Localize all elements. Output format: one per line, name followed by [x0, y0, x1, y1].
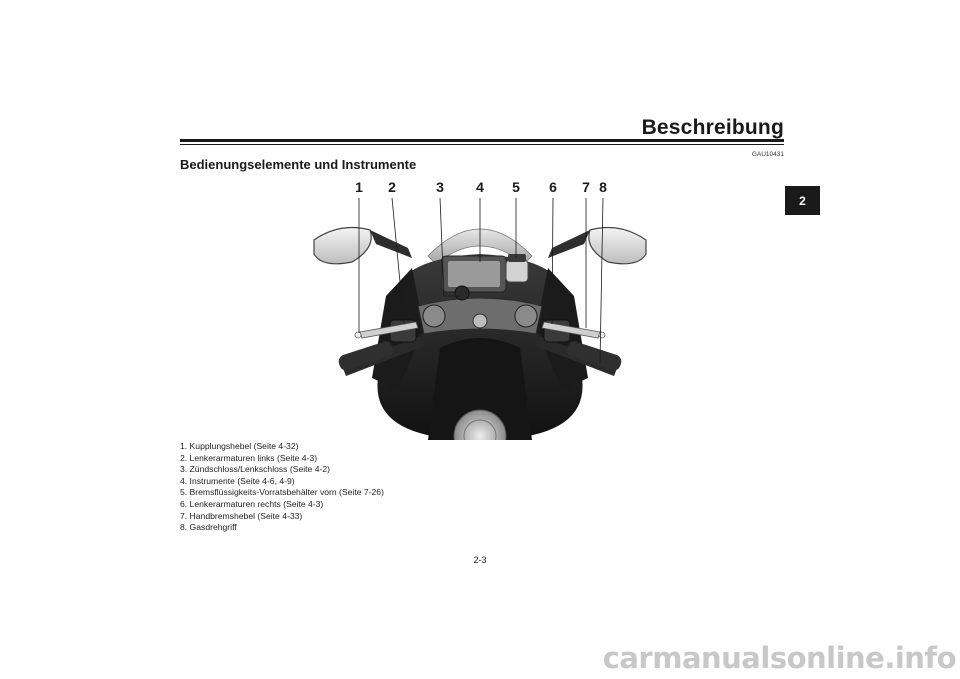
- legend-item: 6. Lenkerarmaturen rechts (Seite 4-3): [180, 498, 324, 509]
- legend-item: 8. Gasdrehgriff: [180, 522, 237, 533]
- right-mirror: [589, 228, 646, 264]
- callout-2: 2: [388, 179, 396, 195]
- ignition-switch: [455, 286, 469, 300]
- callout-3: 3: [436, 179, 444, 195]
- page-number: 2-3: [473, 555, 487, 565]
- page-header-title: Beschreibung: [641, 116, 784, 139]
- section-code: GAU10431: [751, 151, 784, 158]
- header-rule-thin: [180, 144, 784, 145]
- legend-item: 3. Zündschloss/Lenkschloss (Seite 4-2): [180, 464, 330, 475]
- legend-item: 7. Handbremshebel (Seite 4-33): [180, 510, 303, 521]
- header-rule: [180, 139, 784, 142]
- legend-item: 2. Lenkerarmaturen links (Seite 4-3): [180, 452, 318, 463]
- legend-item: 4. Instrumente (Seite 4-6, 4-9): [180, 475, 295, 486]
- steering-nut: [473, 314, 487, 328]
- brake-reservoir: [506, 260, 528, 282]
- chapter-tab[interactable]: 2: [785, 186, 820, 215]
- callout-7: 7: [582, 179, 590, 195]
- callout-1: 1: [355, 179, 363, 195]
- section-heading: Bedienungselemente und Instrumente: [180, 157, 417, 172]
- parts-legend: [180, 441, 384, 534]
- legend-item: 1. Kupplungshebel (Seite 4-32): [180, 441, 299, 451]
- callout-8: 8: [599, 179, 607, 195]
- callout-4: 4: [476, 179, 484, 195]
- watermark[interactable]: carmanualsonline.info: [602, 641, 956, 675]
- callout-6: 6: [549, 179, 557, 195]
- motorcycle-cockpit-illustration: [300, 178, 660, 440]
- callout-5: 5: [512, 179, 520, 195]
- left-mirror: [314, 228, 371, 264]
- legend-item: 5. Bremsflüssigkeits-Vorratsbehälter vorn (Seite 7-26): [180, 487, 384, 498]
